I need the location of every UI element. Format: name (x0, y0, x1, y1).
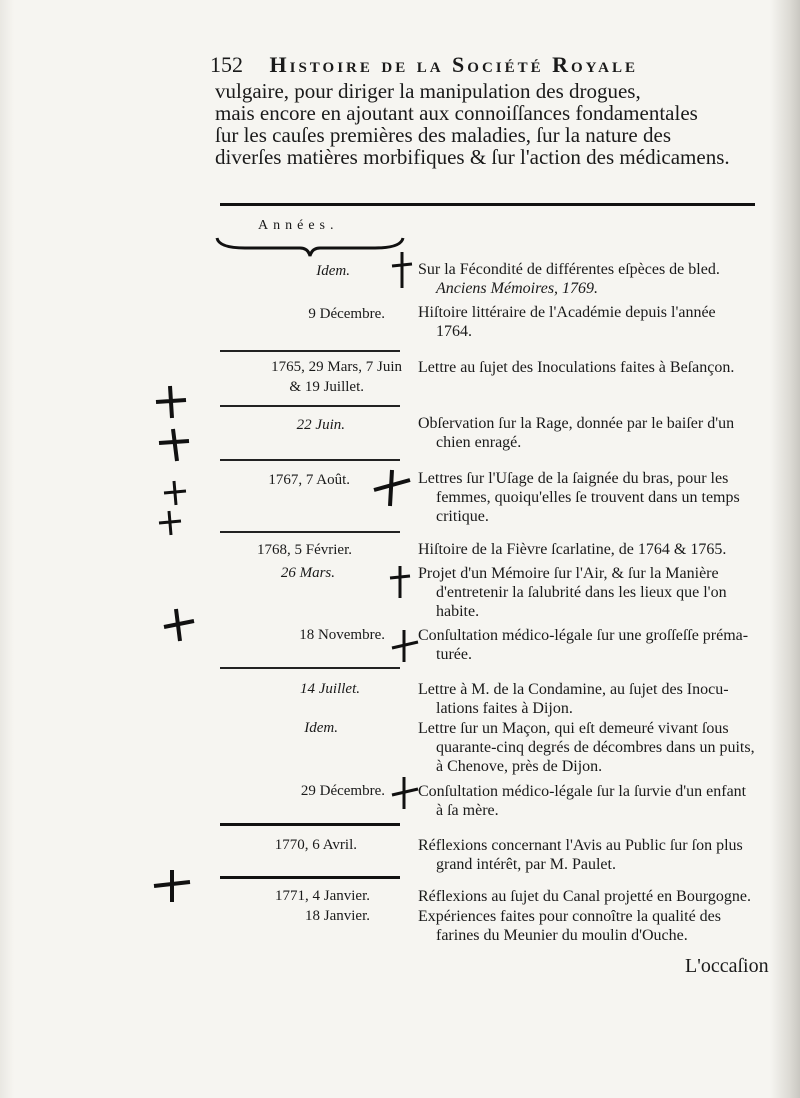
intro-line: mais encore en ajoutant aux connoiſſances fondamentales (215, 101, 698, 125)
intro-paragraph (215, 80, 765, 168)
entry-date: 29 Décembre. (300, 783, 385, 799)
handwritten-cross-mark (160, 605, 200, 645)
entry-date: 9 Décembre. (308, 306, 385, 322)
entry-text: Réflexions concernant l'Avis au Public ſur ſon plus grand intérêt, par M. Paulet. (418, 837, 743, 873)
entry-date: 26 Mars. (280, 565, 335, 581)
handwritten-cross-mark (150, 866, 194, 906)
entry-text: Réflexions au ſujet du Canal projetté en Bourgogne. (418, 888, 751, 905)
entry-date: 18 Novembre. (299, 627, 385, 643)
entry-text: Conſultation médico-légale ſur la ſurvie d'un enfant à ſa mère. (418, 783, 747, 819)
annees-label: Années. (258, 218, 339, 233)
section-rule (220, 876, 400, 879)
handwritten-cross-mark (390, 775, 420, 811)
entry-date: 1765, 29 Mars, 7 Juin (271, 359, 402, 375)
intro-line: diverſes matières morbifiques & ſur l'action des médicamens. (215, 145, 730, 169)
handwritten-cross-mark (388, 564, 412, 600)
entry-text: Lettre à M. de la Condamine, au ſujet des Inocu- lations faites à Dijon. (418, 681, 729, 717)
entry-text: Hiſtoire littéraire de l'Académie depuis l'année 1764. (418, 304, 716, 340)
entry-date: & 19 Juillet. (289, 379, 364, 395)
entry-date: 1770, 6 Avril. (274, 837, 357, 853)
entry-text: Lettre ſur un Maçon, qui eſt demeuré vivant ſous quarante-cinq degrés de décombres dans un puits, à Chenove, près de Dijon. (418, 720, 755, 775)
top-rule (220, 203, 755, 206)
entry-text: Lettre au ſujet des Inoculations faites à Beſançon. (418, 359, 735, 376)
brace-mark (215, 236, 405, 258)
entry-text: Obſervation ſur la Rage, donnée par le baiſer d'un chien enragé. (418, 415, 735, 451)
entry-text: Lettres ſur l'Uſage de la ſaignée du bras, pour les femmes, quoiqu'elles ſe trouvent dans un temps critique. (418, 470, 740, 525)
running-title: Histoire de la Société Royale (269, 52, 638, 77)
entry-text: Projet d'un Mémoire ſur l'Air, & ſur la Manière d'entretenir la ſalubrité dans les lieux que l'on habite. (418, 565, 727, 620)
handwritten-cross-mark (155, 425, 195, 465)
section-rule (220, 531, 400, 533)
handwritten-cross-mark (390, 250, 414, 290)
entry-date: 1767, 7 Août. (268, 472, 350, 488)
section-rule (220, 459, 400, 461)
handwritten-cross-mark (152, 382, 192, 422)
entry-date: 1768, 5 Février. (257, 542, 352, 558)
page-number: 152 (210, 52, 243, 77)
section-rule (220, 667, 400, 669)
entry-date: 1771, 4 Janvier. (275, 888, 370, 904)
entry-date: Idem. (316, 263, 350, 279)
running-header (210, 52, 730, 78)
handwritten-cross-mark (390, 628, 420, 664)
entry-date: 18 Janvier. (305, 908, 370, 924)
entry-date: 22 Juin. (296, 417, 345, 433)
entry-text: Hiſtoire de la Fièvre ſcarlatine, de 1764 & 1765. (418, 541, 727, 558)
intro-line: ſur les cauſes premières des maladies, ſur la nature des (215, 123, 671, 147)
handwritten-cross-mark (160, 478, 190, 508)
handwritten-cross-mark (155, 508, 185, 538)
entry-text: Sur la Fécondité de différentes eſpèces de bled. Anciens Mémoires, 1769. (418, 261, 720, 297)
entry-date: Idem. (304, 720, 338, 736)
handwritten-cross-mark (372, 468, 412, 508)
catchword: L'occaſion (685, 955, 769, 977)
section-rule (220, 350, 400, 352)
entry-date: 14 Juillet. (300, 681, 360, 697)
entry-text: Expériences faites pour connoître la qualité des farines du Meunier du moulin d'Ouche. (418, 908, 721, 944)
section-rule (220, 823, 400, 826)
entry-text: Conſultation médico-légale ſur une groſſeſſe préma- turée. (418, 627, 749, 663)
intro-line: vulgaire, pour diriger la manipulation des drogues, (215, 79, 641, 103)
section-rule (220, 405, 400, 407)
